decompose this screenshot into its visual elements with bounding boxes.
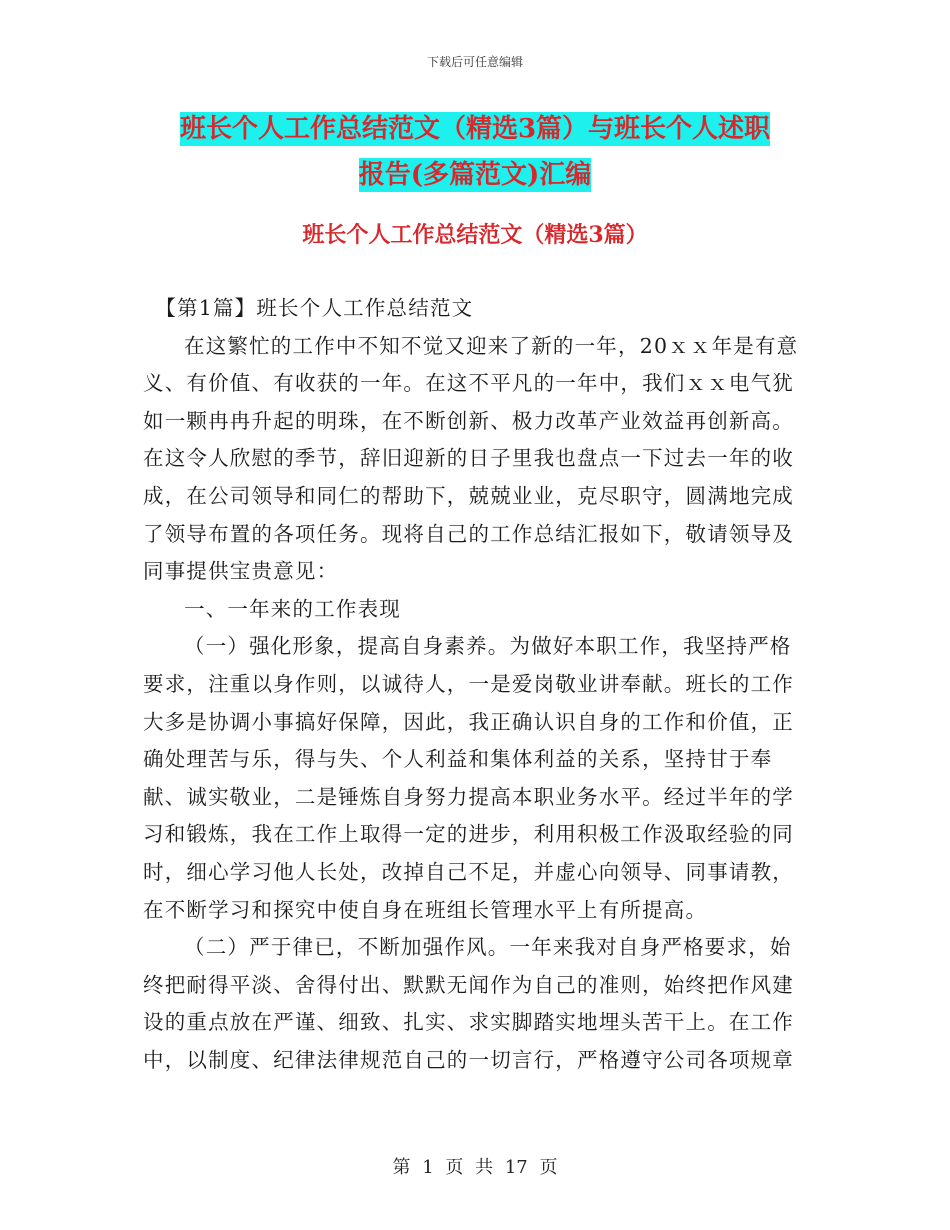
document-title-line-2-text: 报告(多篇范文)汇编 [358, 160, 592, 190]
section-title: 班长个人工作总结范文（精选3篇） [302, 222, 648, 248]
paragraph-intro: 在这繁忙的工作中不知不觉又迎来了新的一年，20ｘｘ年是有意义、有价值、有收获的一年。在这不平凡的一年中，我们ｘｘ电气犹如一颗冉冉升起的明珠，在不断创新、极力改革产业效益再创新高。在这令人欣慰的季节，辞旧迎新的日子里我也盘点一下过去一年的收成，在公司领导和同仁的帮助下，兢兢业业，克尽职守，圆满地完成了领导布置的各项任务。现将自己的工作总结汇报如下，敬请领导及同事提供宝贵意见： [143, 333, 799, 584]
paragraph-self-discipline: （二）严于律已，不断加强作风。一年来我对自身严格要求，始终把耐得平淡、舍得付出、默默无闻作为自己的准则，始终把作风建设的重点放在严谨、细致、扎实、求实脚踏实地埋头苦干上。在工作中，以制度、纪律法律规范自己的一切言行，严格遵守公司各项规章 [143, 935, 794, 1072]
paragraph-image-quality: （一）强化形象，提高自身素养。为做好本职工作，我坚持严格要求，注重以身作则，以诚待人，一是爱岗敬业讲奉献。班长的工作大多是协调小事搞好保障，因此，我正确认识自身的工作和价值，正确处理苦与乐，得与失、个人利益和集体利益的关系，坚持甘于奉献、诚实敬业，二是锤炼自身努力提高本职业务水平。经过半年的学习和锻炼，我在工作上取得一定的进步，利用积极工作汲取经验的同时，细心学习他人长处，改掉自己不足，并虚心向领导、同事请教，在不断学习和探究中使自身在班组长管理水平上有所提高。 [143, 634, 794, 922]
page-number-footer: 第 1 页 共 17 页 [392, 1157, 558, 1178]
subheading-work-performance: 一、一年来的工作表现 [184, 596, 401, 621]
document-title-line-1 [0, 108, 950, 150]
document-title-line-2 [0, 154, 950, 196]
chapter-heading: 【第1篇】班长个人工作总结范文 [155, 296, 474, 320]
document-body [143, 290, 807, 1079]
header-note: 下载后可任意编辑 [426, 55, 523, 69]
document-title-line-1-text: 班长个人工作总结范文（精选3篇）与班长个人述职 [179, 114, 771, 144]
